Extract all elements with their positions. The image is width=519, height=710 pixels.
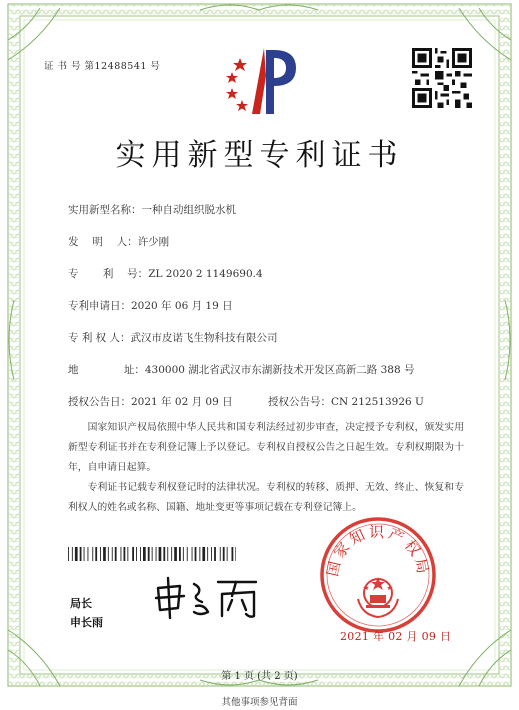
footer-note: 其他事项参见背面 <box>221 697 298 708</box>
barcode-bar <box>211 547 212 561</box>
field-value: 许少刚 <box>137 236 170 248</box>
field-value: 一种自动组织脱水机 <box>141 204 236 216</box>
barcode-bar <box>132 547 134 561</box>
barcode-bar <box>223 547 225 561</box>
barcode-bar <box>148 547 150 561</box>
barcode-bar <box>174 547 177 561</box>
barcode-icon <box>68 547 236 561</box>
barcode-bar <box>103 547 106 561</box>
field-label: 专 利 权 人： <box>68 332 131 344</box>
barcode-bar <box>124 547 126 561</box>
barcode-bar <box>108 547 109 561</box>
signatory-name: 申长雨 <box>70 616 103 629</box>
seal-date: 2021 年 02 月 09 日 <box>340 630 452 643</box>
barcode-bar <box>179 547 181 561</box>
barcode-bar <box>227 547 228 561</box>
barcode-bar <box>235 547 236 561</box>
announcement-number-label: 授权公告号： <box>268 396 331 408</box>
paragraph-grant: 国家知识产权局依照中华人民共和国专利法经过初步审查，决定授予专利权，颁发实用新型专利证书并在专利登记簿上予以登记。专利权自授权公告之日起生效。专利权期限为十年，自申请日起算。 <box>68 422 464 473</box>
field-label: 专 利 号： <box>68 268 149 280</box>
barcode-bar <box>199 547 200 561</box>
barcode-bar <box>163 547 165 561</box>
barcode-bar <box>143 547 146 561</box>
barcode-bar <box>112 547 113 561</box>
field-label: 地 址： <box>68 364 145 376</box>
field-patentee <box>68 330 278 345</box>
signatory-title: 局长 <box>70 597 92 610</box>
certificate-title: 实用新型专利证书 <box>115 138 404 173</box>
qr-code-icon <box>412 48 472 108</box>
field-application-date <box>68 298 233 313</box>
field-utility-model-name <box>68 202 236 217</box>
field-value: ZL 2020 2 1149690.4 <box>148 268 263 280</box>
announcement-number <box>268 394 424 409</box>
barcode-bar <box>127 547 128 561</box>
certificate-number: 证 书 号 第12488541 号 <box>44 61 161 72</box>
announcement-date-value: 2021 年 02 月 09 日 <box>131 396 233 408</box>
barcode-bar <box>121 547 122 561</box>
barcode-bar <box>192 547 193 561</box>
field-label: 专利申请日： <box>68 300 131 312</box>
barcode-bar <box>156 547 157 561</box>
barcode-bar <box>167 547 168 561</box>
field-patent-number <box>68 266 263 281</box>
barcode-bar <box>100 547 101 561</box>
signature-image <box>152 574 264 622</box>
barcode-bar <box>152 547 153 561</box>
announcement-date <box>68 394 233 409</box>
field-inventor <box>68 234 169 249</box>
barcode-bar <box>207 547 208 561</box>
barcode-bar <box>232 547 234 561</box>
page-number: 第 1 页 (共 2 页) <box>221 671 298 682</box>
barcode-bar <box>92 547 93 561</box>
official-seal <box>318 515 438 635</box>
barcode-bar <box>171 547 172 561</box>
barcode-bar <box>115 547 117 561</box>
field-address <box>68 362 414 377</box>
field-value: 武汉市皮诺飞生物科技有限公司 <box>130 332 278 344</box>
barcode-bar <box>68 547 69 561</box>
barcode-bar <box>75 547 78 561</box>
field-value: 2020 年 06 月 19 日 <box>131 300 233 312</box>
barcode-bar <box>136 547 137 561</box>
field-label: 实用新型名称： <box>68 204 142 216</box>
barcode-bar <box>88 547 89 561</box>
barcode-bar <box>80 547 82 561</box>
barcode-bar <box>140 547 141 561</box>
barcode-bar <box>195 547 197 561</box>
barcode-bar <box>72 547 73 561</box>
field-value: 430000 湖北省武汉市东湖新技术开发区高新二路 388 号 <box>144 364 415 376</box>
seal-text: 国家知识产权局 <box>323 523 433 579</box>
barcode-bar <box>84 547 85 561</box>
field-label: 发 明 人： <box>68 236 138 248</box>
cnipa-emblem-icon <box>218 42 302 120</box>
paragraph-legal-status: 专利证书记载专利权登记时的法律状况。专利权的转移、质押、无效、终止、恢复和专利权人的姓名或名称、国籍、地址变更等事项记载在专利登记簿上。 <box>68 482 464 513</box>
announcement-number-value: CN 212513926 U <box>331 396 424 408</box>
announcement-date-label: 授权公告日： <box>68 396 131 408</box>
barcode-bar <box>187 547 188 561</box>
barcode-bar <box>202 547 205 561</box>
barcode-bar <box>183 547 184 561</box>
barcode-bar <box>159 547 162 561</box>
barcode-bar <box>95 547 97 561</box>
barcode-bar <box>220 547 221 561</box>
barcode-bar <box>214 547 216 561</box>
